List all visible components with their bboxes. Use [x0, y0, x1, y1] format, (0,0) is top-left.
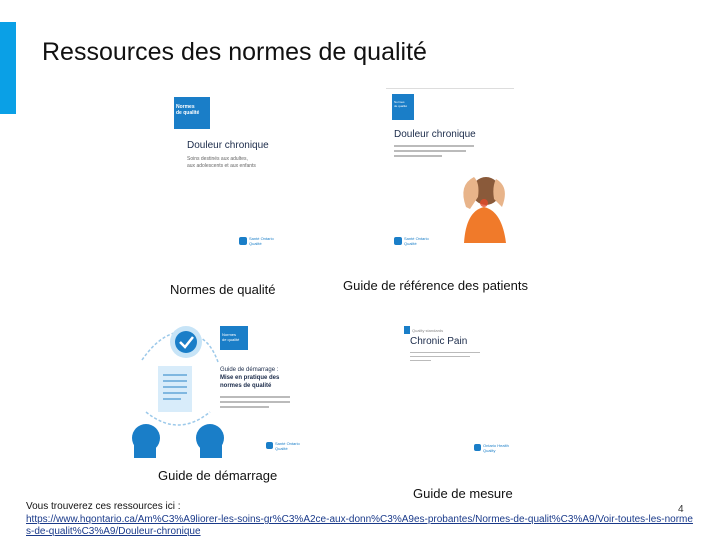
patient-neck-pain-illustration — [444, 163, 514, 243]
cover-tag: Normes de qualité — [392, 94, 414, 120]
caption-guide-demarrage: Guide de démarrage — [158, 468, 278, 483]
guide-mesure-cover[interactable]: Quality standards Chronic Pain Ontario Health Quality — [400, 320, 522, 460]
guide-demarrage-cover[interactable]: Normes de qualité Guide de démarrage : Mise en pratique des normes de qualité Santé Ontario Qualité — [130, 320, 306, 458]
caption-normes-qualite: Normes de qualité — [170, 282, 276, 297]
resources-link[interactable]: https://www.hqontario.ca/Am%C3%A9liorer-les-soins-gr%C3%A2ce-aux-donn%C3%A9es-probantes/Normes-de-qualit%C3%A9/Voir-toutes-les-normes-de-qualit%C3%A9/Douleur-chronique — [26, 514, 693, 537]
cover-heading: Douleur chronique — [394, 129, 476, 140]
cover-heading: Chronic Pain — [410, 336, 468, 347]
cover-text-lines — [394, 145, 474, 157]
title-accent-bar — [0, 22, 16, 114]
cover-heading: Guide de démarrage : Mise en pratique des normes de qualité — [220, 367, 280, 389]
slide-title: Ressources des normes de qualité — [42, 38, 427, 66]
cover-tag: Normes de qualité — [174, 97, 210, 129]
cover-text-lines — [220, 396, 290, 408]
ontario-health-logo-icon — [474, 444, 481, 451]
santé-ontario-logo-icon — [266, 442, 273, 449]
cover-subtitle: Soins destinés aux adultes, aux adolescents et aux enfants — [187, 156, 256, 169]
page-number: 4 — [678, 504, 684, 515]
feedback-cycle-illustration — [130, 320, 226, 458]
santé-ontario-logo-icon — [239, 237, 247, 245]
normes-qualite-cover[interactable]: Normes de qualité Douleur chronique Soins destinés aux adultes, aux adolescents et aux enfants Santé Ontario Qualité — [167, 92, 319, 254]
caption-guide-reference-patients: Guide de référence des patients — [343, 278, 529, 293]
cover-text-lines — [410, 352, 480, 361]
cover-tag: Normes de qualité — [220, 326, 248, 350]
cover-tag — [404, 326, 410, 334]
caption-guide-mesure: Guide de mesure — [413, 486, 513, 501]
footer-text: Vous trouverez ces ressources ici : — [26, 501, 181, 512]
santé-ontario-logo-icon — [394, 237, 402, 245]
guide-reference-patients-cover[interactable]: Normes de qualité Douleur chronique Santé Ontario Qualité — [386, 88, 514, 255]
cover-heading: Douleur chronique — [187, 140, 269, 151]
